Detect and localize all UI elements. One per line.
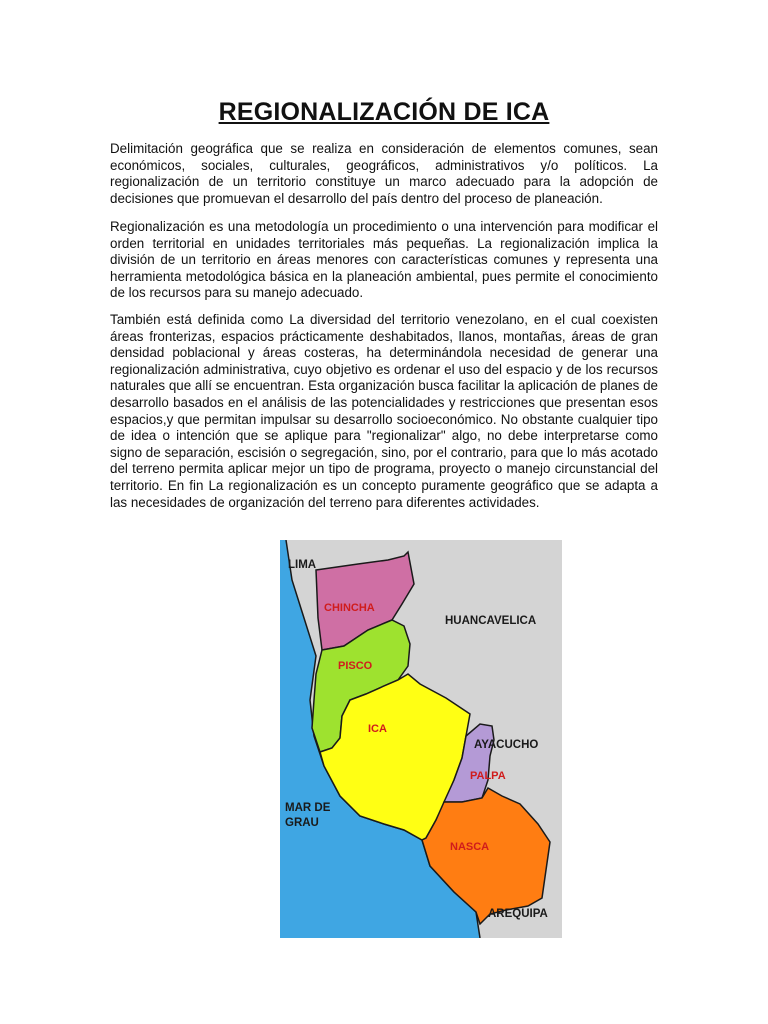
map-label-pisco: PISCO: [338, 660, 373, 672]
ica-region-map: [280, 540, 562, 938]
paragraph-3: También está definida como La diversidad del territorio venezolano, en el cual coexisten áreas fronterizas, espacios prácticamente deshabitados, llanos, montañas, áreas de gran densidad poblacional y áreas costeras, ha determinándola necesidad de generar una regionalización administrativa, cuyo objetivo es ordenar el uso del espacio y de los recursos naturales que allí se encuentran. Esta organización busca facilitar la aplicación de planes de desarrollo basados en el análisis de las potencialidades y restricciones que presentan esos espacios,y que permitan impulsar su desarrollo socioeconómico. No obstante cualquier tipo de idea o intención que se aplique para "regionalizar" algo, no debe interpretarse como signo de separación, escisión o segregación, sino, por el contrario, para que lo más acotado del terreno permita aplicar mejor un tipo de programa, proyecto o manejo circunstancial del territorio. En fin La regionalización es un concepto puramente geográfico que se adapta a las necesidades de organización del terreno para diferentes actividades.: [110, 312, 658, 510]
map-label-lima: LIMA: [288, 559, 317, 571]
map-label-arequipa: AREQUIPA: [488, 908, 548, 920]
map-label-ayacucho: AYACUCHO: [474, 739, 539, 751]
map-label-nasca: NASCA: [450, 841, 490, 853]
map-label-sea-line1: MAR DE: [285, 802, 331, 814]
map-label-ica: ICA: [368, 723, 387, 735]
map-label-sea-line2: GRAU: [285, 817, 319, 829]
paragraph-2: Regionalización es una metodología un procedimiento o una intervención para modificar el orden territorial en unidades territoriales más pequeñas. La regionalización implica la división de un territorio en áreas menores con características comunes y representa una herramienta metodológica básica en la planeación ambiental, pues permite el conocimiento de los recursos para su manejo adecuado.: [110, 219, 658, 301]
paragraph-1: Delimitación geográfica que se realiza en consideración de elementos comunes, sean económicos, sociales, culturales, geográficos, administrativos y/o políticos. La regionalización de un territorio constituye un marco adecuado para la adopción de decisiones que promuevan el desarrollo del país dentro del proceso de planeación.: [110, 141, 658, 206]
map-label-huancavelica: HUANCAVELICA: [445, 615, 537, 627]
map-label-palpa: PALPA: [470, 770, 506, 782]
map-label-chincha: CHINCHA: [324, 602, 375, 614]
document-title: REGIONALIZACIÓN DE ICA: [218, 98, 550, 126]
